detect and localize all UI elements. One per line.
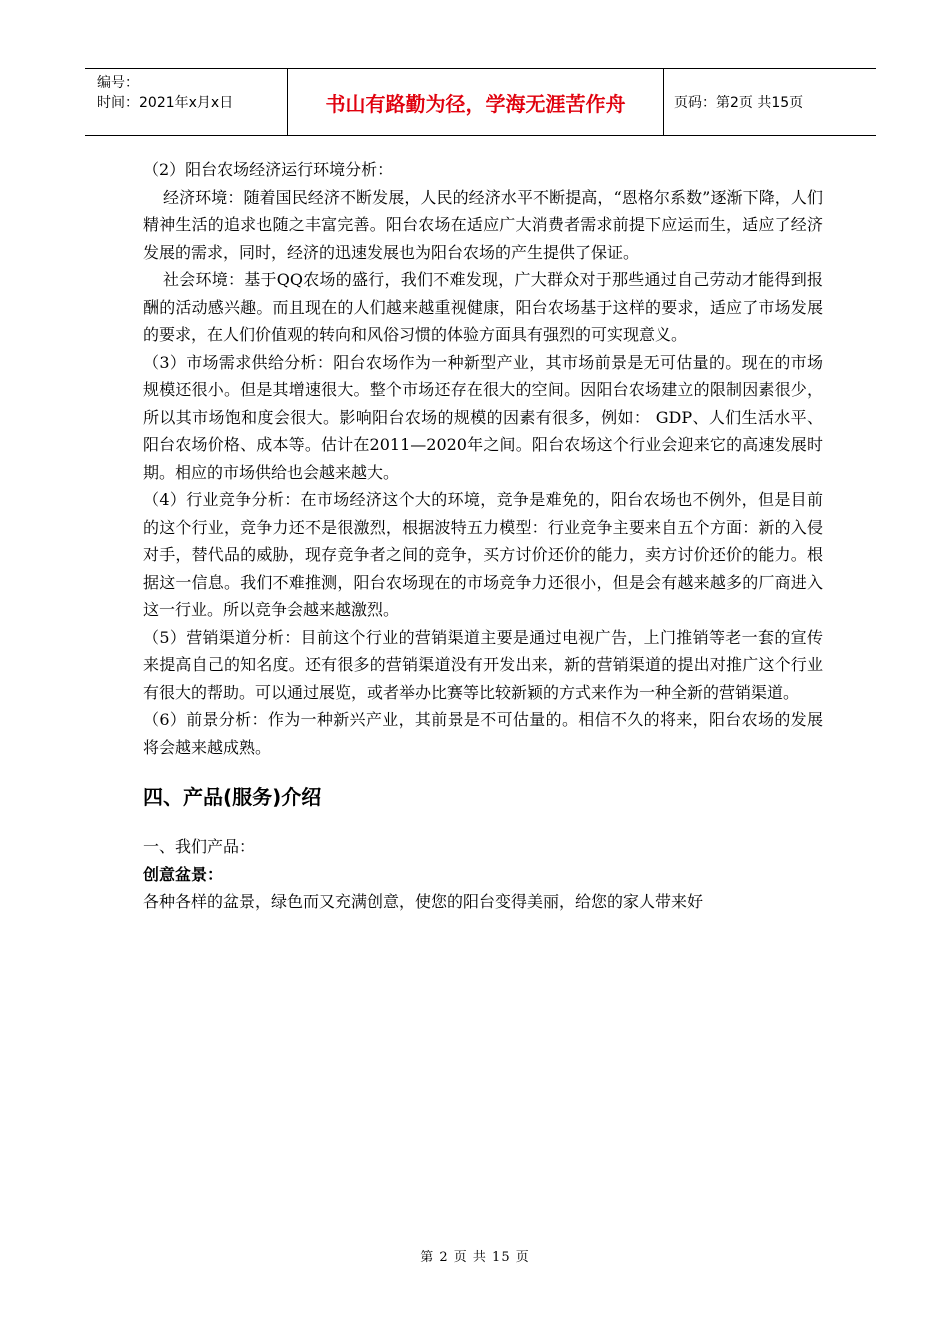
header-meta bbox=[85, 69, 287, 135]
paragraph-our-products: 一、我们产品： bbox=[143, 837, 256, 856]
header-page-code: 页码：第2页 共15页 bbox=[674, 95, 804, 111]
document-time: 时间：2021年x月x日 bbox=[97, 95, 234, 111]
paragraph-prospects: （6）前景分析：作为一种新兴产业，其前景是不可估量的。相信不久的将来，阳台农场的发展将会越来越成熟。 bbox=[143, 710, 823, 757]
document-body bbox=[143, 156, 823, 916]
paragraph-industry-competition: （4）行业竞争分析：在市场经济这个大的环境，竞争是难免的，阳台农场也不例外，但是目前的这个行业，竞争力还不是很激烈，根据波特五力模型：行业竞争主要来自五个方面：新的入侵对手，替代品的威胁，现存竞争者之间的竞争，买方讨价还价的能力，卖方讨价还价的能力。根据这一信息。我们不难推测，阳台农场现在的市场竞争力还很小，但是会有越来越多的厂商进入这一行业。所以竞争会越来越激烈。 bbox=[143, 490, 823, 619]
header-motto: 书山有路勤为径，学海无涯苦作舟 bbox=[287, 69, 664, 135]
paragraph-heading-2: （2）阳台农场经济运行环境分析： bbox=[143, 160, 394, 179]
paragraph-bonsai-description: 各种各样的盆景，绿色而又充满创意，使您的阳台变得美丽，给您的家人带来好 bbox=[143, 892, 704, 911]
paragraph-economic-environment: 经济环境：随着国民经济不断发展，人民的经济水平不断提高，“恩格尔系数”逐渐下降，人们精神生活的追求也随之丰富完善。阳台农场在适应广大消费者需求前提下应运而生，适应了经济发展的需求，同时，经济的迅速发展也为阳台农场的产生提供了保证。 bbox=[143, 187, 823, 262]
page-footer: 第 2 页 共 15 页 bbox=[420, 1250, 530, 1265]
paragraph-social-environment: 社会环境：基于QQ农场的盛行，我们不难发现，广大群众对于那些通过自己劳动才能得到报酬的活动感兴趣。而且现在的人们越来越重视健康，阳台农场基于这样的要求，适应了市场发展的要求，在人们价值观的转向和风俗习惯的体验方面具有强烈的可实现意义。 bbox=[143, 270, 823, 344]
page-header bbox=[85, 68, 876, 136]
document-number: 编号： bbox=[97, 75, 139, 91]
paragraph-marketing-channels: （5）营销渠道分析：目前这个行业的营销渠道主要是通过电视广告，上门推销等老一套的宣传来提高自己的知名度。还有很多的营销渠道没有开发出来，新的营销渠道的提出对推广这个行业有很大的帮助。可以通过展览，或者举办比赛等比较新颖的方式来作为一种全新的营销渠道。 bbox=[143, 627, 823, 702]
paragraph-market-demand: （3）市场需求供给分析：阳台农场作为一种新型产业，其市场前景是无可估量的。现在的市场规模还很小。但是其增速很大。整个市场还存在很大的空间。因阳台农场建立的限制因素很少，所以其市场饱和度会很大。影响阳台农场的规模的因素有很多，例如： GDP、人们生活水平、阳台农场价格、成本等。估计在2011—2020年之间。阳台农场这个行业会迎来它的高速发展时期。相应的市场供给也会越来越大。 bbox=[143, 352, 823, 482]
product-name-creative-bonsai: 创意盆景： bbox=[143, 864, 224, 884]
section-title: 四、产品(服务)介绍 bbox=[143, 785, 322, 809]
